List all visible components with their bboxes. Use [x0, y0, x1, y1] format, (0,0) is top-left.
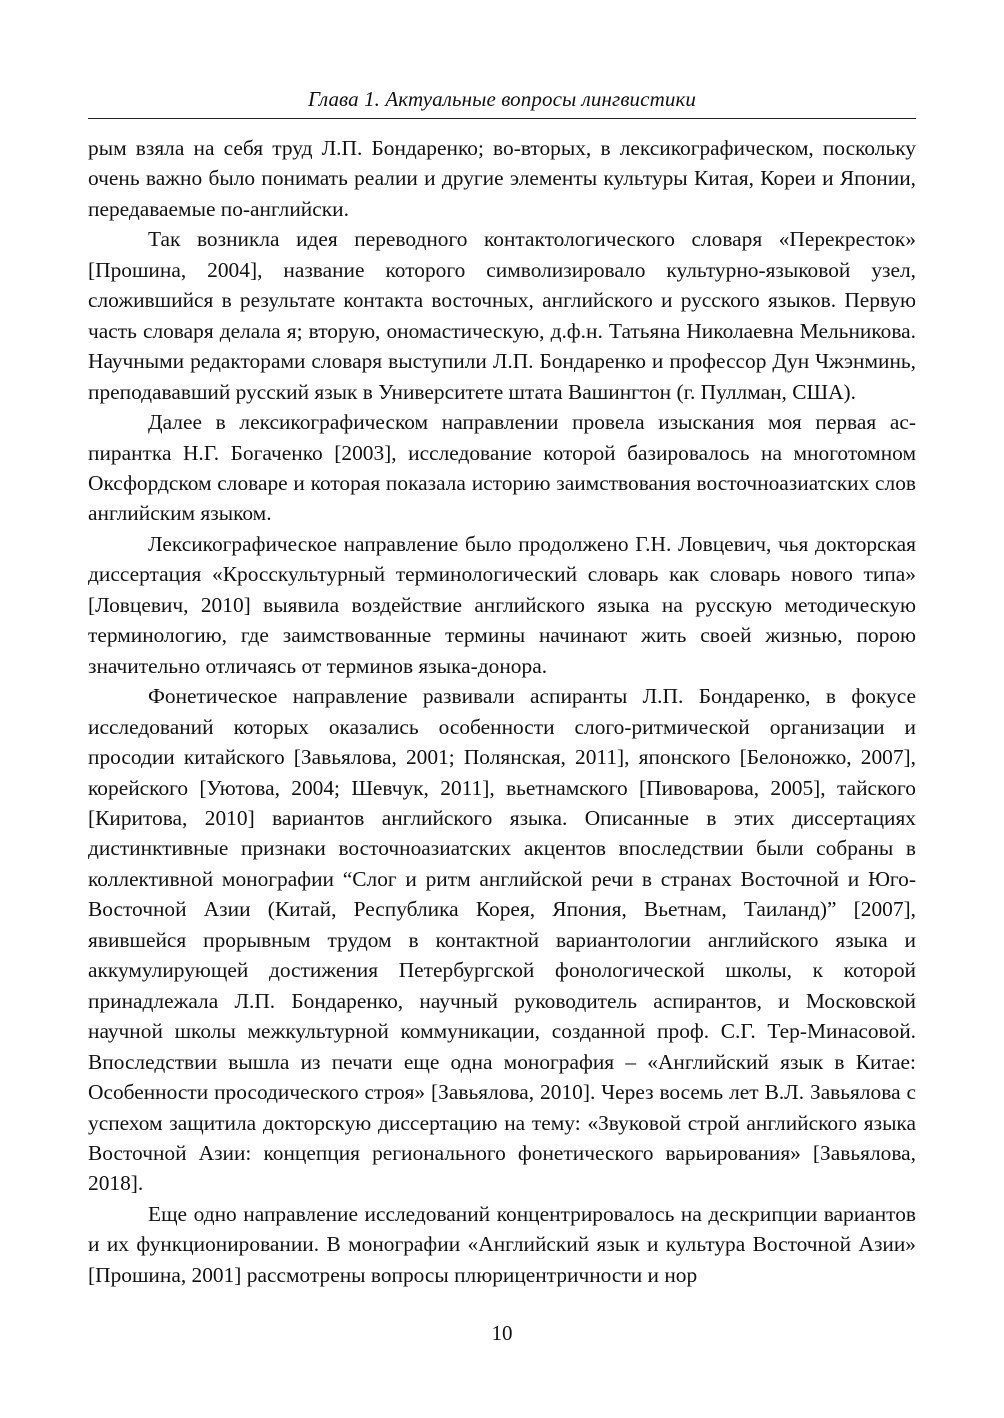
paragraph: Фонетическое направление развивали аспиранты Л.П. Бондаренко, в фокусе исследований которых оказались особенности слого-ритмической организации и просодии китайского [Завьялова, 2001; Полянская, 2011], японского [Белоножко, 2007], корейского [Уютова, 2004; Шевчук, 2011], вьетнамского [Пивоварова, 2005], тайского [Киритова, 2010] вариантов английского языка. Описанные в этих диссертациях дистинктивные признаки восточноазиатских акцентов впоследствии были собраны в коллективной монографии “Слог и ритм английской речи в странах Восточной и Юго-Восточной Азии (Китай, Республика Корея, Япония, Вьетнам, Таиланд)” [2007], явившейся прорывным трудом в контактной вариантологии английского языка и аккумулирующей достижения Петербургской фонологической школы, к которой принадлежала Л.П. Бондаренко, научный руководитель аспирантов, и Московской научной школы межкультурной коммуникации, созданной проф. С.Г. Тер-Минасовой. Впоследствии вышла из печати еще одна монография – «Английский язык в Китае: Особенности просодического строя» [Завьялова, 2010]. Через восемь лет В.Л. Завьялова с успехом защитила докторскую диссертацию на тему: «Звуковой строй английского языка Восточной Азии: концепция регионального фонетического варьирования» [Завьялова, 2018].: [88, 684, 916, 1196]
paragraph: Так возникла идея переводного контактологического словаря «Перекресток» [Прошина, 2004], название которого символизировало культурно-языковой узел, сложившийся в результате контакта восточных, английского и русского языков. Первую часть словаря делала я; вторую, ономастическую, д.ф.н. Татьяна Николаевна Мельникова. Научными редакторами словаря выступили Л.П. Бондаренко и профессор Дун Чжэнминь, преподававший русский язык в Университете штата Вашингтон (г. Пуллман, США).: [88, 227, 916, 404]
running-header: Глава 1. Актуальные вопросы лингвистики: [308, 87, 696, 111]
paragraph: Далее в лексикографическом направлении провела изыскания моя первая аспирантка Н.Г. Богаченко [2003], исследование которой базировалось на многотомном Оксфордском словаре и которая показала историю заимствования восточноазиатских слов английским языком.: [88, 410, 916, 526]
paragraph: Еще одно направление исследований концентрировалось на дескрипции вариантов и их функционировании. В монографии «Английский язык и культура Восточной Азии» [Прошина, 2001] рассмотрены вопросы плюрицентричности и нор: [88, 1201, 916, 1287]
header-rule: [88, 118, 916, 119]
page-body: [88, 133, 916, 1290]
paragraph: рым взяла на себя труд Л.П. Бондаренко; во-вторых, в лексикографическом, поскольку очень важно было понимать реалии и другие элементы культуры Китая, Кореи и Японии, передаваемые по-английски.: [88, 136, 916, 221]
page-number: 10: [491, 1321, 513, 1345]
paragraph: Лексикографическое направление было продолжено Г.Н. Ловцевич, чья докторская диссертация «Кросскультурный терминологический словарь как словарь нового типа» [Ловцевич, 2010] выявила воздействие английского языка на русскую методическую терминологию, где заимствованные термины начинают жить своей жизнью, порою значительно отличаясь от терминов языка-донора.: [88, 531, 916, 678]
